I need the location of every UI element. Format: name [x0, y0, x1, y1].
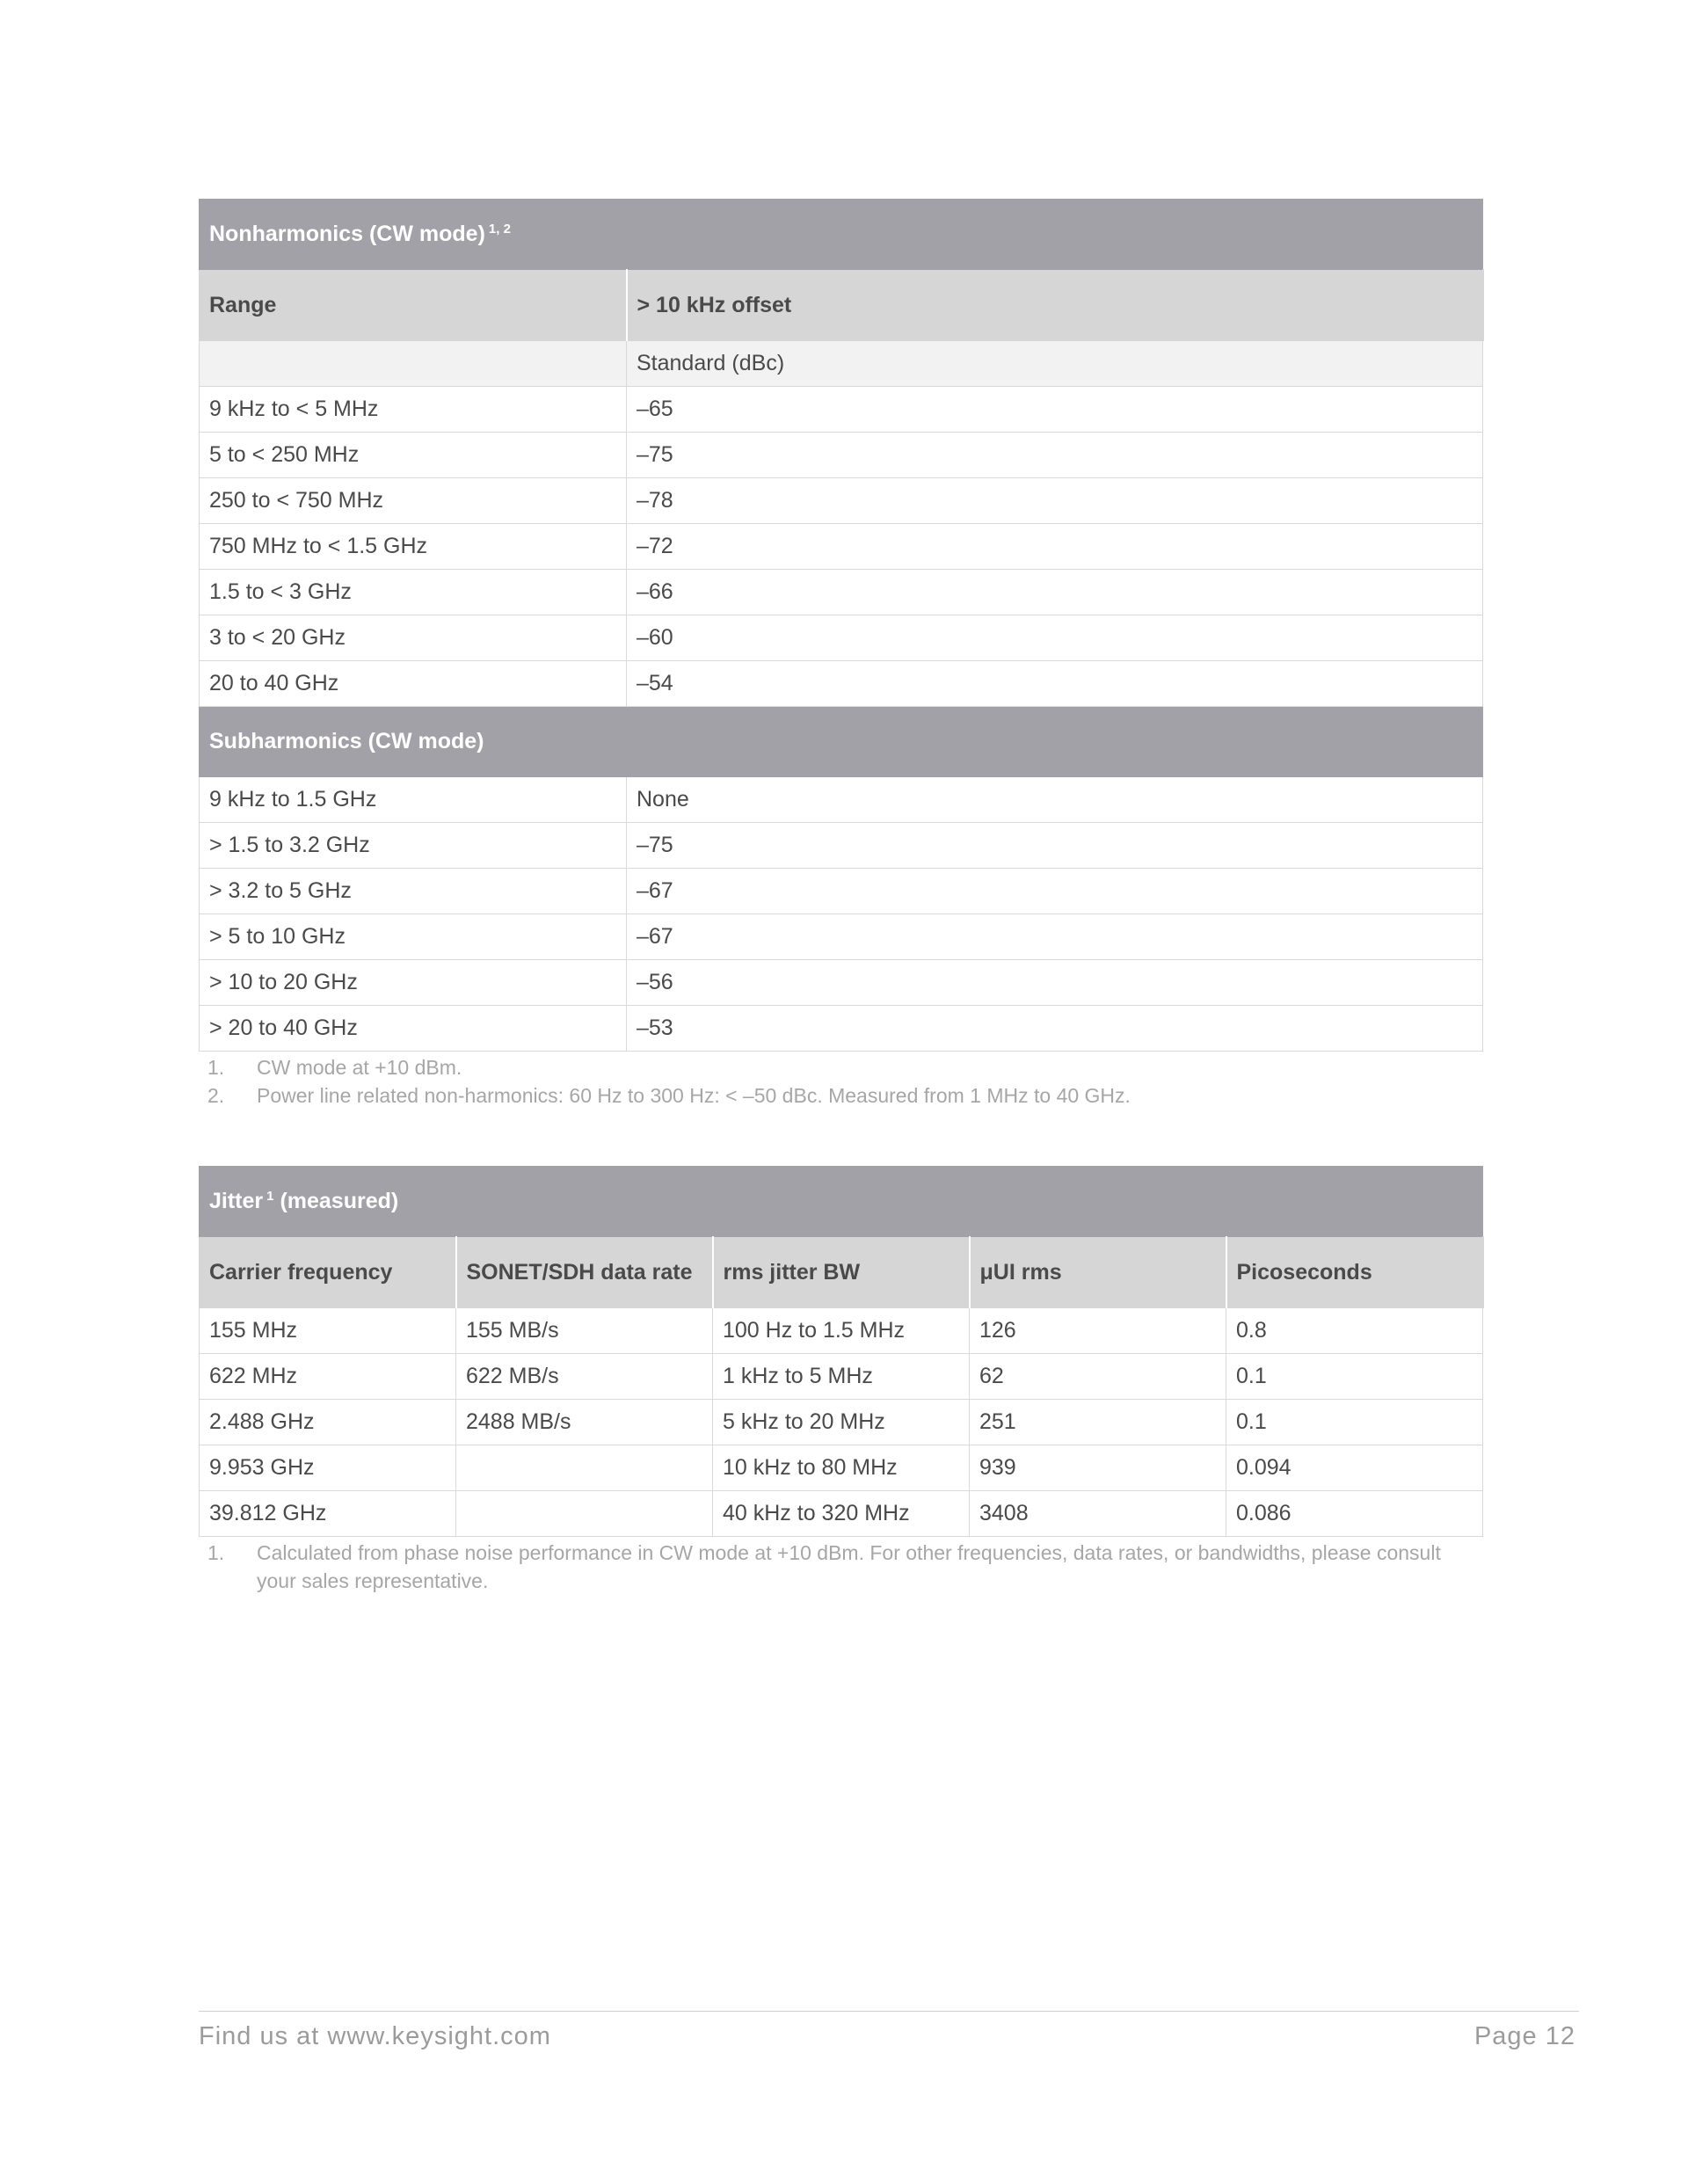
- column-header-picoseconds: Picoseconds: [1226, 1237, 1483, 1308]
- table-row: [200, 777, 1483, 823]
- range-cell: > 3.2 to 5 GHz: [200, 869, 627, 914]
- value-cell: –67: [627, 914, 1483, 960]
- table-row: [200, 1354, 1483, 1400]
- nonharmonics-footnote-ref: 1, 2: [488, 221, 511, 237]
- picoseconds-cell: 0.1: [1226, 1400, 1483, 1445]
- table-row: [200, 433, 1483, 478]
- range-cell: 9 kHz to < 5 MHz: [200, 387, 627, 433]
- carrier-frequency-cell: 622 MHz: [200, 1354, 456, 1400]
- carrier-frequency-cell: 2.488 GHz: [200, 1400, 456, 1445]
- column-header-uui-rms: μUI rms: [970, 1237, 1226, 1308]
- column-header-range: Range: [200, 270, 627, 341]
- footnote: [207, 1081, 1482, 1110]
- footnote-number: 1.: [207, 1541, 225, 1564]
- value-cell: –78: [627, 478, 1483, 524]
- data-rate-cell: 2488 MB/s: [456, 1400, 713, 1445]
- carrier-frequency-cell: 39.812 GHz: [200, 1491, 456, 1537]
- column-header-jitter-bw: rms jitter BW: [713, 1237, 970, 1308]
- footnote: [207, 1539, 1482, 1595]
- value-cell: –75: [627, 823, 1483, 869]
- nonharmonics-section-header: [200, 200, 1483, 270]
- value-cell: –54: [627, 661, 1483, 707]
- table-row: [200, 1308, 1483, 1354]
- table-row: [200, 1491, 1483, 1537]
- nonharmonics-column-headers: [200, 270, 1483, 341]
- jitter-bw-cell: 40 kHz to 320 MHz: [713, 1491, 970, 1537]
- uui-rms-cell: 62: [970, 1354, 1226, 1400]
- table-row: [200, 570, 1483, 615]
- range-cell: > 10 to 20 GHz: [200, 960, 627, 1006]
- jitter-bw-cell: 100 Hz to 1.5 MHz: [713, 1308, 970, 1354]
- jitter-column-headers: [200, 1237, 1483, 1308]
- value-cell: –65: [627, 387, 1483, 433]
- jitter-bw-cell: 10 kHz to 80 MHz: [713, 1445, 970, 1491]
- column-header-offset: > 10 kHz offset: [627, 270, 1483, 341]
- page-number: Page 12: [1473, 2022, 1575, 2050]
- subharmonics-title: Subharmonics (CW mode): [200, 707, 1483, 777]
- value-cell: None: [627, 777, 1483, 823]
- range-cell: 20 to 40 GHz: [200, 661, 627, 707]
- uui-rms-cell: 3408: [970, 1491, 1226, 1537]
- value-cell: –56: [627, 960, 1483, 1006]
- nonharmonics-subheader: [200, 341, 1483, 387]
- range-cell: 3 to < 20 GHz: [200, 615, 627, 661]
- footnote-number: 1.: [207, 1056, 225, 1079]
- value-cell: –66: [627, 570, 1483, 615]
- table-row: [200, 661, 1483, 707]
- range-cell: 750 MHz to < 1.5 GHz: [200, 524, 627, 570]
- range-cell: > 1.5 to 3.2 GHz: [200, 823, 627, 869]
- carrier-frequency-cell: 155 MHz: [200, 1308, 456, 1354]
- table-row: [200, 1445, 1483, 1491]
- table-row: [200, 524, 1483, 570]
- subharmonics-section-header: [200, 707, 1483, 777]
- carrier-frequency-cell: 9.953 GHz: [200, 1445, 456, 1491]
- range-cell: 5 to < 250 MHz: [200, 433, 627, 478]
- uui-rms-cell: 251: [970, 1400, 1226, 1445]
- footnote-text: Calculated from phase noise performance in CW mode at +10 dBm. For other frequencies, data rates, or bandwidths, please consult your sales representative.: [257, 1541, 1441, 1592]
- nonharmonics-table: [199, 199, 1484, 1052]
- footnote-text: CW mode at +10 dBm.: [257, 1056, 462, 1079]
- footnote-number: 2.: [207, 1084, 225, 1107]
- table-row: [200, 387, 1483, 433]
- jitter-footnotes: [207, 1539, 1482, 1595]
- column-header-data-rate: SONET/SDH data rate: [456, 1237, 713, 1308]
- value-cell: –75: [627, 433, 1483, 478]
- table-row: [200, 1006, 1483, 1052]
- footer-website-text: Find us at www.keysight.com: [199, 2022, 551, 2050]
- range-cell: 250 to < 750 MHz: [200, 478, 627, 524]
- table-row: [200, 478, 1483, 524]
- jitter-table: [199, 1166, 1484, 1537]
- picoseconds-cell: 0.094: [1226, 1445, 1483, 1491]
- table-row: [200, 960, 1483, 1006]
- nonharmonics-title: Nonharmonics (CW mode) $^{1, 2}$: [200, 200, 1483, 270]
- subharmonics-footnotes: [207, 1053, 1482, 1110]
- value-cell: –72: [627, 524, 1483, 570]
- data-rate-cell: [456, 1445, 713, 1491]
- jitter-footnote-ref: 1: [266, 1188, 274, 1204]
- range-cell: 1.5 to < 3 GHz: [200, 570, 627, 615]
- subheader-empty: [200, 341, 627, 387]
- picoseconds-cell: 0.8: [1226, 1308, 1483, 1354]
- table-row: [200, 869, 1483, 914]
- column-header-carrier-frequency: Carrier frequency: [200, 1237, 456, 1308]
- uui-rms-cell: 126: [970, 1308, 1226, 1354]
- data-rate-cell: [456, 1491, 713, 1537]
- value-cell: –53: [627, 1006, 1483, 1052]
- uui-rms-cell: 939: [970, 1445, 1226, 1491]
- picoseconds-cell: 0.1: [1226, 1354, 1483, 1400]
- footnote: [207, 1053, 1482, 1081]
- range-cell: > 5 to 10 GHz: [200, 914, 627, 960]
- jitter-bw-cell: 1 kHz to 5 MHz: [713, 1354, 970, 1400]
- footer-divider: [199, 2011, 1579, 2012]
- jitter-title: Jitter $^1$ (measured): [200, 1167, 1483, 1237]
- jitter-bw-cell: 5 kHz to 20 MHz: [713, 1400, 970, 1445]
- picoseconds-cell: 0.086: [1226, 1491, 1483, 1537]
- data-rate-cell: 622 MB/s: [456, 1354, 713, 1400]
- table-row: [200, 823, 1483, 869]
- table-row: [200, 914, 1483, 960]
- range-cell: > 20 to 40 GHz: [200, 1006, 627, 1052]
- data-rate-cell: 155 MB/s: [456, 1308, 713, 1354]
- subheader-standard: Standard (dBc): [627, 341, 1483, 387]
- value-cell: –67: [627, 869, 1483, 914]
- jitter-section-header: [200, 1167, 1483, 1237]
- table-row: [200, 1400, 1483, 1445]
- table-row: [200, 615, 1483, 661]
- footnote-text: Power line related non-harmonics: 60 Hz to 300 Hz: < –50 dBc. Measured from 1 MHz to 40 GHz.: [257, 1084, 1131, 1107]
- range-cell: 9 kHz to 1.5 GHz: [200, 777, 627, 823]
- value-cell: –60: [627, 615, 1483, 661]
